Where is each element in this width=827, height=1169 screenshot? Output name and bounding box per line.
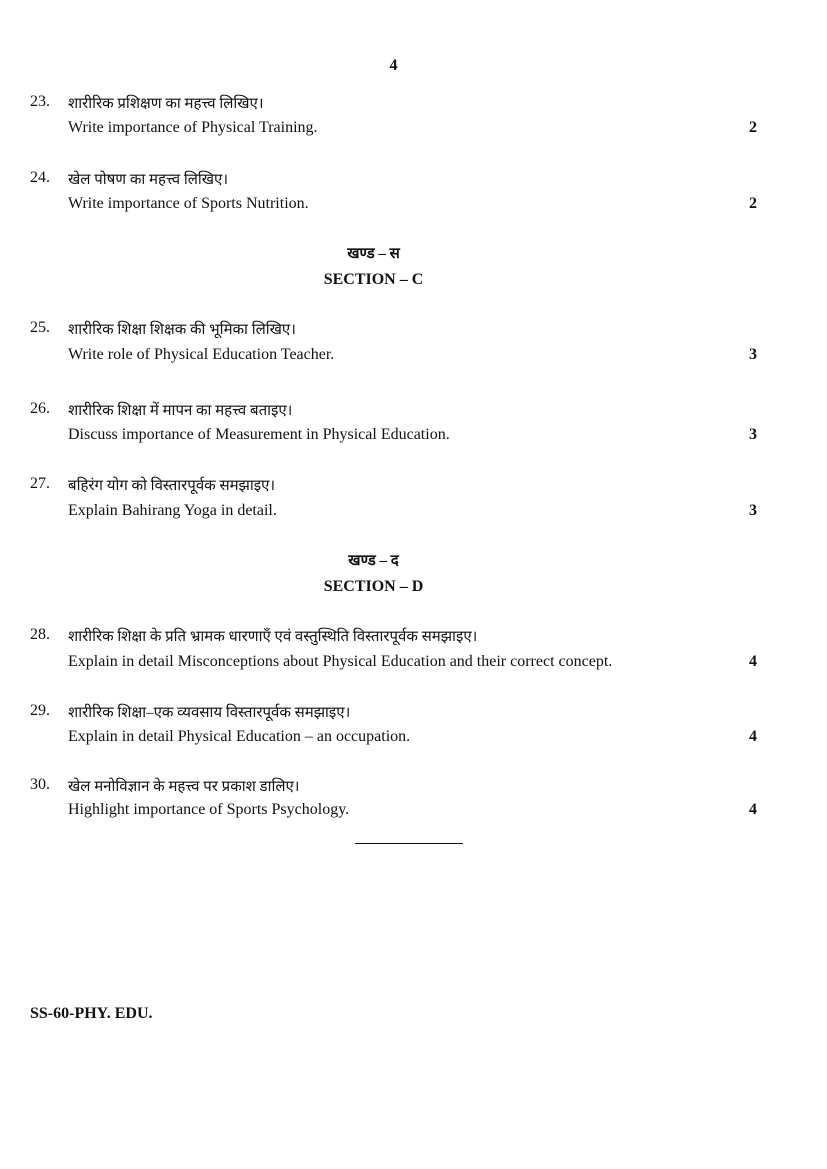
question-number: 25. <box>30 319 50 336</box>
question-english: Explain Bahirang Yoga in detail. <box>68 502 277 519</box>
question-english: Write role of Physical Education Teacher. <box>68 346 335 363</box>
question-number: 26. <box>30 400 50 417</box>
page-number: 4 <box>389 57 398 74</box>
paper-code-footer: SS-60-PHY. EDU. <box>30 1005 153 1022</box>
question-english: Explain in detail Misconceptions about Physical Education and their correct concept. <box>68 653 613 670</box>
question-number: 27. <box>30 475 50 492</box>
question-number: 29. <box>30 702 50 719</box>
question-english: Highlight importance of Sports Psychology. <box>68 801 350 818</box>
question-number: 28. <box>30 626 50 643</box>
end-of-paper-rule <box>355 843 463 844</box>
question-marks: 4 <box>749 653 757 670</box>
question-hindi: बहिरंग योग को विस्तारपूर्वक समझाइए। <box>68 478 276 494</box>
question-marks: 4 <box>749 728 757 745</box>
question-marks: 2 <box>749 119 757 136</box>
question-hindi: खेल मनोविज्ञान के महत्त्व पर प्रकाश डालिए। <box>68 779 300 795</box>
question-marks: 2 <box>749 195 757 212</box>
question-marks: 4 <box>749 801 757 818</box>
question-marks: 3 <box>749 502 757 519</box>
question-hindi: शारीरिक शिक्षा शिक्षक की भूमिका लिखिए। <box>68 322 296 338</box>
question-english: Write importance of Sports Nutrition. <box>68 195 309 212</box>
question-number: 30. <box>30 776 50 793</box>
question-hindi: खेल पोषण का महत्त्व लिखिए। <box>68 172 229 188</box>
question-hindi: शारीरिक शिक्षा–एक व्यवसाय विस्तारपूर्वक समझाइए। <box>68 705 351 721</box>
question-english: Explain in detail Physical Education – an occupation. <box>68 728 411 745</box>
question-marks: 3 <box>749 346 757 363</box>
section-d-heading: SECTION – D <box>323 578 424 595</box>
question-marks: 3 <box>749 426 757 443</box>
section-d-hindi-heading: खण्ड – द <box>348 553 399 569</box>
question-hindi: शारीरिक प्रशिक्षण का महत्त्व लिखिए। <box>68 96 264 112</box>
section-c-heading: SECTION – C <box>323 271 424 288</box>
question-hindi: शारीरिक शिक्षा में मापन का महत्त्व बताइए। <box>68 403 293 419</box>
question-number: 23. <box>30 93 50 110</box>
question-hindi: शारीरिक शिक्षा के प्रति भ्रामक धारणाएँ एवं वस्तुस्थिति विस्तारपूर्वक समझाइए। <box>68 629 478 645</box>
question-english: Write importance of Physical Training. <box>68 119 318 136</box>
question-english: Discuss importance of Measurement in Physical Education. <box>68 426 450 443</box>
question-number: 24. <box>30 169 50 186</box>
section-c-hindi-heading: खण्ड – स <box>347 246 400 262</box>
